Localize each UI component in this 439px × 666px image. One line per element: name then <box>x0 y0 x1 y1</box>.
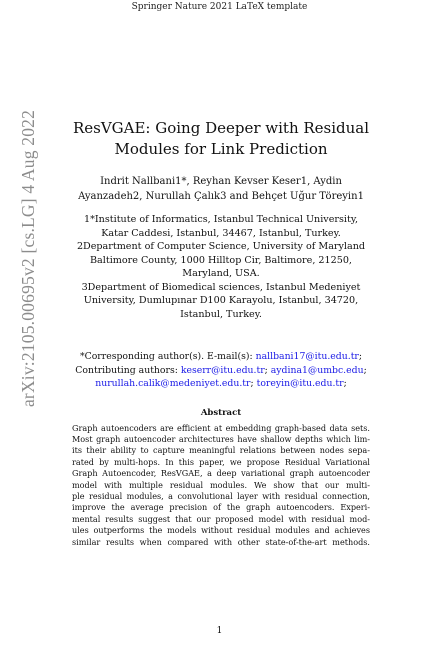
arxiv-stamp <box>18 88 40 428</box>
abstract-line: Graph autoencoders are efficient at embedding graph-based data sets. <box>72 422 370 433</box>
affiliation-2: 2Department of Computer Science, University of Maryland Baltimore County, 1000 Hilltop Cir, Baltimore, 21250, Maryland, USA. <box>76 241 366 279</box>
affiliation-1: 1*Institute of Informatics, Istanbul Technical University, Katar Caddesi, Istanbul, 34467, Istanbul, Turkey. <box>83 214 359 239</box>
paper-title: ResVGAE: Going Deeper with Residual Modules for Link Prediction <box>72 119 370 158</box>
author-list: Indrit Nallbani1*, Reyhan Kevser Keser1, Aydin Ayanzadeh2, Nurullah Çalık3 and Behçet Uğur Töreyin1 <box>78 176 364 202</box>
abstract-line: similar results when compared with other state-of-the-art methods. <box>72 536 370 547</box>
corresponding-line: *Corresponding author(s). E-mail(s): nallbani17@itu.edu.tr; <box>79 351 363 362</box>
affiliations <box>72 213 370 321</box>
paper-front-matter <box>72 118 370 548</box>
abstract-heading: Abstract <box>200 407 242 418</box>
abstract-line: ple residual modules, a convolutional layer with residual connection, <box>72 490 370 501</box>
email-link-keser[interactable]: keserr@itu.edu.tr <box>180 364 265 376</box>
abstract-body <box>72 423 370 548</box>
abstract-line: its their ability to capture meaningful relations between nodes sepa- <box>72 445 370 456</box>
abstract-line: mental results suggest that our proposed model with residual mod- <box>72 513 370 524</box>
affiliation-3: 3Department of Biomedical sciences, Istanbul Medeniyet University, Dumlupınar D100 Karayolu, Istanbul, 34720, Istanbul, Turkey. <box>81 281 361 320</box>
contact-block <box>72 350 370 391</box>
contributing-line: Contributing authors: keserr@itu.edu.tr; aydina1@umbc.edu; <box>75 364 367 376</box>
corresponding-label: *Corresponding author(s). E-mail(s): <box>79 351 253 362</box>
page-number: 1 <box>216 626 223 636</box>
email-link-toreyin[interactable]: toreyin@itu.edu.tr <box>256 378 344 389</box>
abstract-line: rated by multi-hops. In this paper, we propose Residual Variational <box>72 456 370 467</box>
abstract-line: improve the average precision of the graph autoencoders. Experi- <box>72 502 370 513</box>
running-head: Springer Nature 2021 LaTeX template <box>131 2 308 12</box>
corresponding-email-link[interactable]: nallbani17@itu.edu.tr <box>255 351 359 362</box>
abstract-line: Graph Autoencoder, ResVGAE, a deep variational graph autoencoder <box>72 468 370 479</box>
contributing-label: Contributing authors: <box>75 364 178 376</box>
abstract-line: model with multiple residual modules. We show that our multi- <box>72 479 370 490</box>
contributing-line-2: nurullah.calik@medeniyet.edu.tr; toreyin@itu.edu.tr; <box>95 378 347 389</box>
email-link-ayanzadeh[interactable]: aydina1@umbc.edu <box>270 364 364 376</box>
email-link-calik[interactable]: nurullah.calik@medeniyet.edu.tr <box>95 378 251 389</box>
arxiv-identifier: arXiv:2105.00695v2 [cs.LG] 4 Aug 2022 <box>18 109 39 407</box>
abstract-line: ules outperforms the models without residual modules and achieves <box>72 525 370 536</box>
abstract-line: Most graph autoencoder architectures have shallow depths which lim- <box>72 433 370 444</box>
